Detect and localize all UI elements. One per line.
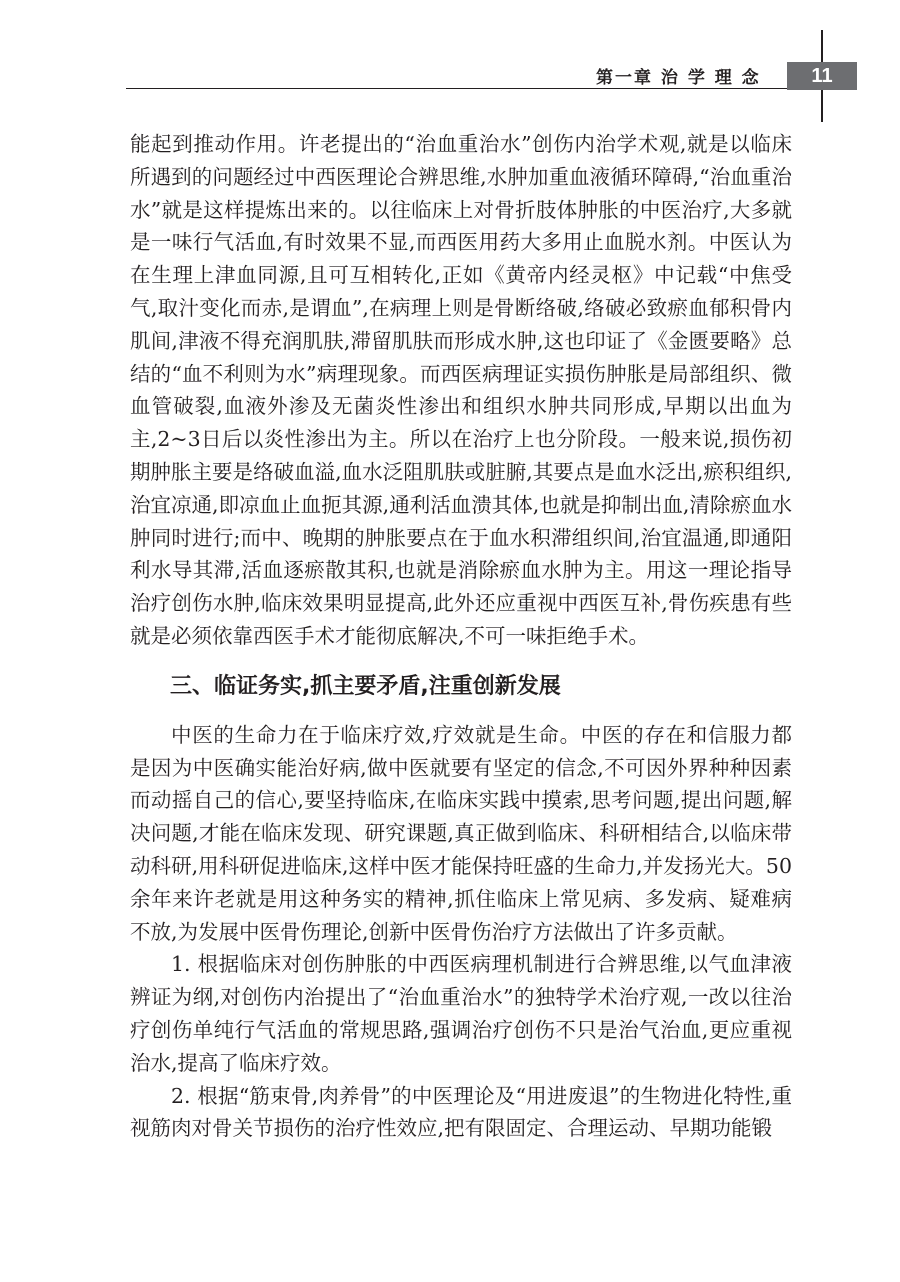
header-vertical-rule (821, 90, 823, 122)
chapter-title: 第一章 治 学 理 念 (596, 68, 761, 88)
header-vertical-rule (821, 30, 823, 62)
numbered-paragraph-2: 2. 根据“筋束骨,肉养骨”的中医理论及“用进废退”的生物进化特性,重视筋肉对骨关节损伤的治疗性效应,把有限固定、合理运动、早期功能锻 (130, 1083, 792, 1141)
page-body (130, 128, 792, 1145)
page-number: 11 (787, 62, 857, 90)
numbered-paragraph-1: 1. 根据临床对创伤肿胀的中西医病理机制进行合辨思维,以气血津液辨证为纲,对创伤内治提出了“治血重治水”的独特学术治疗观,一改以往治疗创伤单纯行气活血的常规思路,强调治疗创伤不只是治气治血,更应重视治水,提高了临床疗效。 (130, 952, 792, 1075)
header-divider (126, 88, 826, 89)
page-header (0, 0, 900, 110)
paragraph-continued: 能起到推动作用。许老提出的“治血重治水”创伤内治学术观,就是以临床所遇到的问题经过中西医理论合辨思维,水肿加重血液循环障碍,“治血重治水”就是这样提炼出来的。以往临床上对骨折肢体肿胀的中医治疗,大多就是一味行气活血,有时效果不显,而西医用药大多用止血脱水剂。中医认为在生理上津血同源,且可互相转化,正如《黄帝内经灵枢》中记载“中焦受气,取汁变化而赤,是谓血”,在病理上则是骨断络破,络破必致瘀血郁积骨内肌间,津液不得充润肌肤,滞留肌肤而形成水肿,这也印证了《金匮要略》总结的“血不利则为水”病理现象。而西医病理证实损伤肿胀是局部组织、微血管破裂,血液外渗及无菌炎性渗出和组织水肿共同形成,早期以出血为主,2~3日后以炎性渗出为主。所以在治疗上也分阶段。一般来说,损伤初期肿胀主要是络破血溢,血水泛阻肌肤或脏腑,其要点是血水泛出,瘀积组织,治宜凉通,即凉血止血扼其源,通利活血溃其体,也就是抑制出血,清除瘀血水肿同时进行;而中、晚期的肿胀要点在于血水积滞组织间,治宜温通,即通阳利水导其滞,活血逐瘀散其积,也就是消除瘀血水肿为主。用这一理论指导治疗创伤水肿,临床效果明显提高,此外还应重视中西医互补,骨伤疾患有些就是必须依靠西医手术才能彻底解决,不可一味拒绝手术。 (130, 132, 792, 648)
paragraph: 中医的生命力在于临床疗效,疗效就是生命。中医的存在和信服力都是因为中医确实能治好病,做中医就要有坚定的信念,不可因外界种种因素而动摇自己的信心,要坚持临床,在临床实践中摸索,思考问题,提出问题,解决问题,才能在临床发现、研究课题,真正做到临床、科研相结合,以临床带动科研,用科研促进临床,这样中医才能保持旺盛的生命力,并发扬光大。50余年来许老就是用这种务实的精神,抓住临床上常见病、多发病、疑难病不放,为发展中医骨伤理论,创新中医骨伤治疗方法做出了许多贡献。 (130, 722, 792, 944)
section-heading: 三、临证务实,抓主要矛盾,注重创新发展 (170, 673, 561, 699)
